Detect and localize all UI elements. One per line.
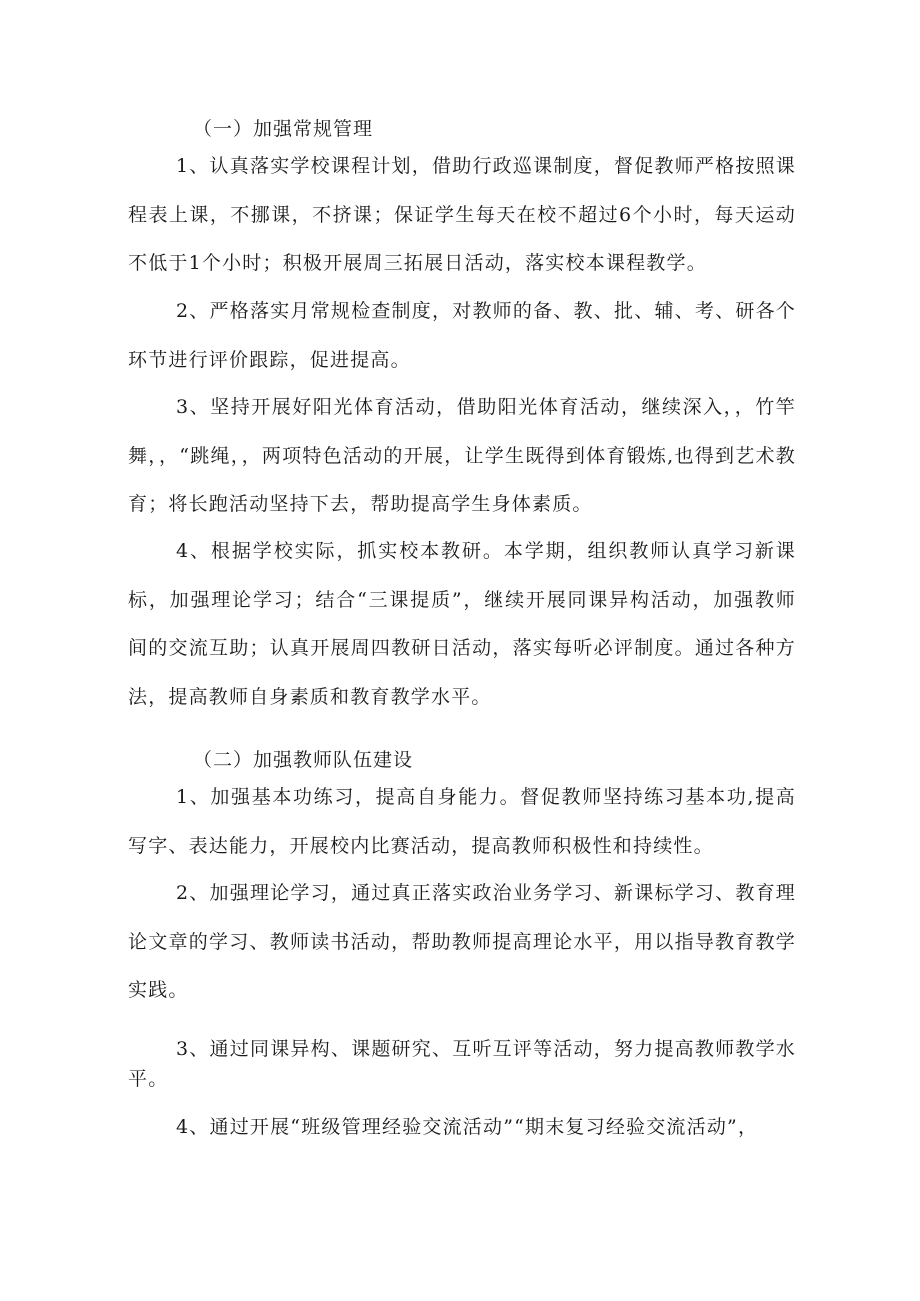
section-heading-teacher-team: （二）加强教师队伍建设 [193,749,414,771]
paragraph-peer-activities: 3、通过同课异构、课题研究、互听互评等活动，努力提高教师教学水平。 [128,1038,796,1090]
paragraph-school-research: 4、根据学校实际，抓实校本教研。本学期，组织教师认真学习新课标，加强理论学习；结合“三课提质”，继续开展同课异构活动，加强教师间的交流互助；认真开展周四教研日活动，落实每听必评制度。通过各种方法，提高教师自身素质和教育教学水平。 [128,540,796,708]
paragraph-monthly-inspection: 2、严格落实月常规检查制度，对教师的备、教、批、辅、考、研各个环节进行评价跟踪，促进提高。 [128,300,796,371]
paragraph-theory-study: 2、加强理论学习，通过真正落实政治业务学习、新课标学习、教育理论文章的学习、教师读书活动，帮助教师提高理论水平，用以指导教育教学实践。 [128,882,796,1001]
paragraph-basic-skills: 1、加强基本功练习，提高自身能力。督促教师坚持练习基本功,提高写字、表达能力，开展校内比赛活动，提高教师积极性和持续性。 [128,786,796,857]
paragraph-sunshine-sports: 3、坚持开展好阳光体育活动，借助阳光体育活动，继续深入，，竹竿舞，，“跳绳，，两项特色活动的开展，让学生既得到体育锻炼,也得到艺术教育；将长跑活动坚持下去，帮助提高学生身体素质。 [128,396,796,515]
section-heading-routine-management: （一）加强常规管理 [193,118,374,140]
paragraph-course-plan: 1、认真落实学校课程计划，借助行政巡课制度，督促教师严格按照课程表上课，不挪课，不挤课；保证学生每天在校不超过6个小时，每天运动不低于1个小时；积极开展周三拓展日活动，落实校本课程教学。 [128,155,796,274]
paragraph-experience-exchange: 4、通过开展“班级管理经验交流活动”“期末复习经验交流活动”， [176,1116,759,1138]
